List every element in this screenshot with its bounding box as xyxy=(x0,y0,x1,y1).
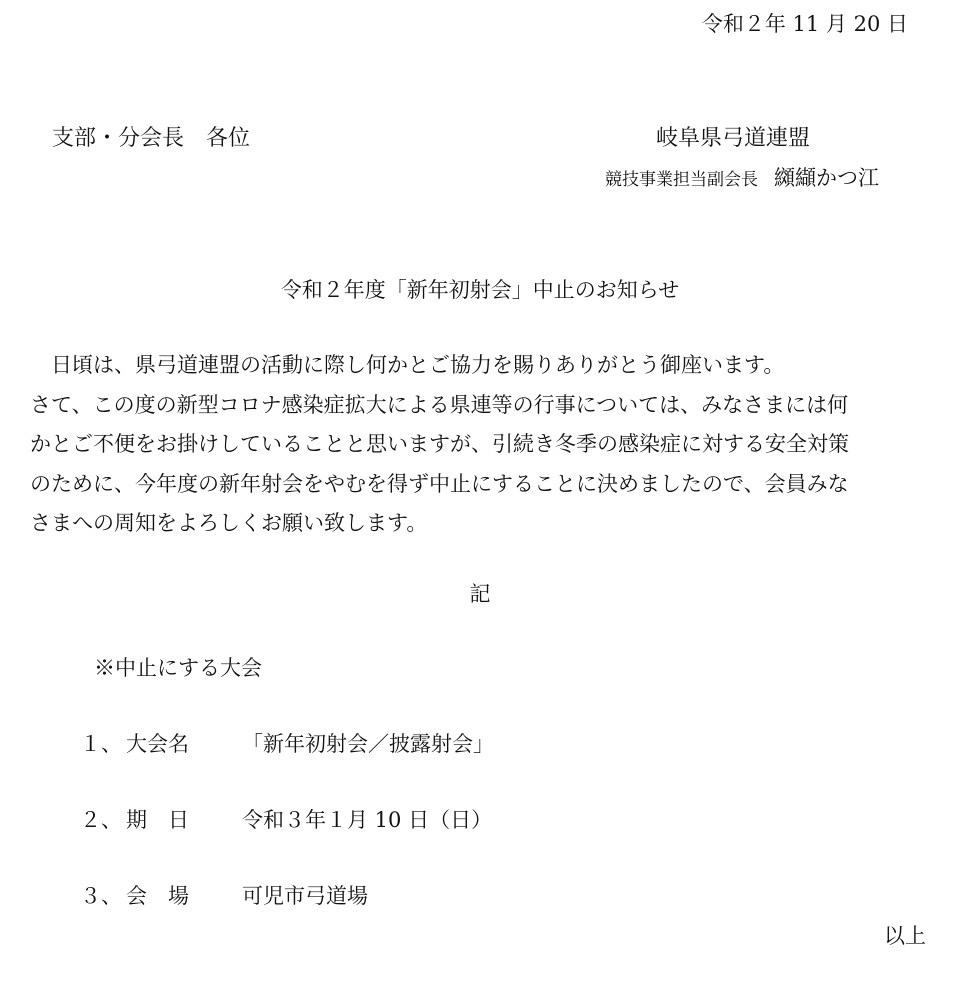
item-number: ２、 xyxy=(80,808,122,832)
detail-item-venue xyxy=(80,886,368,907)
item-label: 会 場 xyxy=(126,884,189,908)
body-line: さて、この度の新型コロナ感染症拡大による県連等の行事については、みなさまには何 xyxy=(30,392,849,417)
sender-line xyxy=(605,168,879,189)
cancelled-event-note: ※中止にする大会 xyxy=(94,656,262,680)
body-line: さまへの周知をよろしくお願い致します。 xyxy=(30,511,428,535)
notice-body xyxy=(30,346,930,544)
sender-organization: 岐阜県弓道連盟 xyxy=(656,126,811,151)
item-value: 「新年初射会／披露射会」 xyxy=(242,732,494,756)
item-label: 大会名 xyxy=(126,732,189,756)
body-line: かとご不便をお掛けしていることと思いますが、引続き冬季の感染症に対する安全対策 xyxy=(30,432,849,456)
recipient-line: 支部・分会長 各位 xyxy=(52,126,251,151)
document-date: 令和２年 11 月 20 日 xyxy=(701,12,908,36)
item-label: 期 日 xyxy=(126,808,189,832)
item-value: 可児市弓道場 xyxy=(242,884,368,908)
body-line: 日頃は、県弓道連盟の活動に際し何かとご協力を賜りありがとう御座います。 xyxy=(30,353,785,377)
notice-title: 令和２年度「新年初射会」中止のお知らせ xyxy=(280,278,680,302)
item-number: ３、 xyxy=(80,884,122,908)
item-value: 令和３年１月 10 日（日） xyxy=(242,808,493,832)
item-number: １、 xyxy=(80,732,122,756)
detail-item-date xyxy=(80,810,492,831)
detail-item-event-name xyxy=(80,734,494,755)
body-line: のために、今年度の新年射会をやむを得ず中止にすることに決めましたので、会員みな xyxy=(30,471,849,496)
closing-mark: 以上 xyxy=(884,924,926,948)
sender-name: 纐纈かつ江 xyxy=(774,166,879,190)
sender-title: 競技事業担当副会長 xyxy=(605,170,758,190)
record-heading: 記 xyxy=(469,582,491,606)
